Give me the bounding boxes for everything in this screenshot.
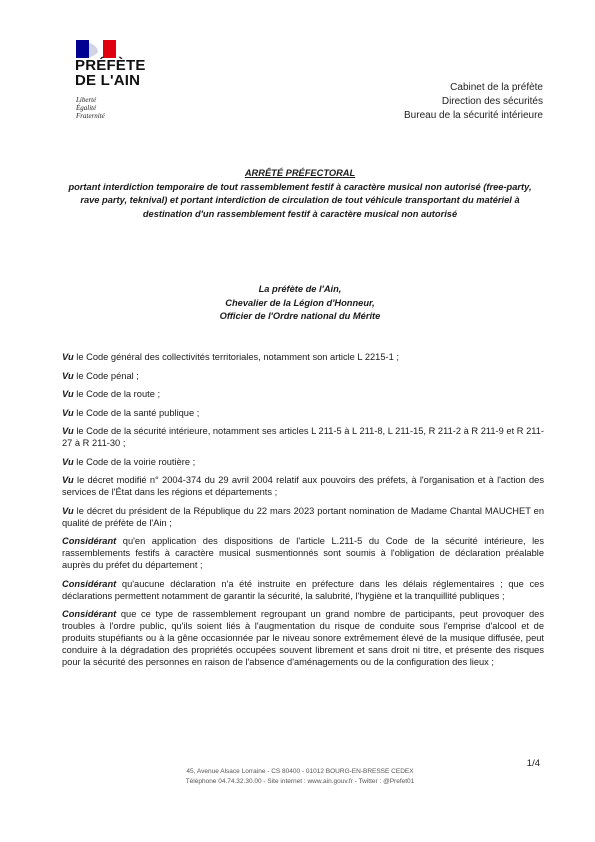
visa-text: le Code de la sécurité intérieure, notamment ses articles L 211-5 à L 211-8, L 211-15, R 211-2 à R 211-9 et R 211-27 à R 211-30 ;: [62, 426, 544, 448]
visa-keyword: Vu: [62, 370, 74, 381]
visa-paragraph: [62, 425, 544, 449]
issuing-office: [404, 81, 543, 123]
visa-text: le Code de la route ;: [73, 389, 161, 399]
visa-keyword: Vu: [62, 407, 74, 418]
visa-paragraph: [62, 474, 544, 498]
visa-text: le décret modifié n° 2004-374 du 29 avril 2004 relatif aux pouvoirs des préfets, à l'organisation et à l'action des services de l'État dans les régions et départements ;: [62, 475, 544, 497]
page-footer: [150, 767, 450, 787]
prefet-line-3: Officier de l'Ordre national du Mérite: [219, 311, 381, 321]
considerant-text: que ce type de rassemblement regroupant un grand nombre de participants, peut provoquer des troubles à l'ordre public, qu'ils soient liés à l'augmentation du risque de conduite sous l'emprise d'alcool et de produits stupéfiants ou à la gêne occasionnée par le niveau sonore extrêmement élevé de la musique diffusée, peut conduire à la dégradation des propriétés occupées souvent librement et sans droit ni titre, et présente des risques pour la sécurité des personnes en raison de l'absence d'aménagements ou de la configuration des lieux ;: [62, 609, 544, 667]
considerant-text: qu'en application des dispositions de l'article L.211-5 du Code de la sécurité intérieure, les rassemblements festifs à caractère musical susmentionnés sont soumis à l'obligation de déclaration préalable auprès du préfet du département ;: [62, 536, 544, 570]
prefet-line-2: Chevalier de la Légion d'Honneur,: [225, 297, 375, 308]
page-number: 1/4: [526, 758, 540, 769]
logo-line-2: DE L'AIN: [75, 72, 141, 89]
visa-keyword: Vu: [62, 505, 74, 516]
visa-paragraph: [62, 351, 544, 363]
visa-paragraph: [62, 456, 544, 468]
visa-keyword: Vu: [62, 456, 74, 467]
footer-contact: Téléphone 04.74.32.30.00 - Site internet : www.ain.gouv.fr - Twitter : @Prefet01: [185, 778, 415, 785]
prefecture-logo-text: [75, 58, 146, 88]
visa-keyword: Vu: [62, 426, 74, 436]
republic-motto: [76, 96, 105, 120]
visa-keyword: Vu: [62, 389, 74, 399]
decree-heading: ARRÊTÉ PRÉFECTORAL: [244, 168, 356, 178]
decree-body: [62, 351, 544, 675]
considerant-keyword: Considérant: [62, 578, 117, 589]
considerant-paragraph: [62, 535, 544, 571]
visa-text: le Code pénal ;: [73, 370, 139, 381]
footer-address: 45, Avenue Alsace Lorraine - CS 80400 - 01012 BOURG-EN-BRESSE CEDEX: [186, 768, 414, 775]
decree-subtitle: portant interdiction temporaire de tout rassemblement festif à caractère musical non autorisé (free-party, rave party, teknival) et portant interdiction de circulation de tout véhicule transportant du matériel à destination d'un rassemblement festif à caractère musical non autorisé: [68, 181, 532, 219]
prefet-signature-block: [60, 283, 540, 324]
visa-keyword: Vu: [62, 475, 74, 485]
motto-liberte: Liberté: [76, 96, 97, 104]
visa-text: le décret du président de la République du 22 mars 2023 portant nomination de Madame Chantal MAUCHET en qualité de préfète de l'Ain ;: [62, 505, 544, 528]
considerant-text: qu'aucune déclaration n'a été instruite en préfecture dans les délais réglementaires ; que ces déclarations permettent notamment de garantir la sécurité, la salubrité, l'hygiène et la tranquillité publiques ;: [62, 578, 544, 601]
considerant-paragraph: [62, 608, 544, 668]
marianne-flag-logo: [76, 40, 116, 58]
prefet-line-1: La préfète de l'Ain,: [258, 284, 342, 294]
logo-line-1: PRÉFÈTE: [75, 57, 146, 74]
considerant-keyword: Considérant: [62, 609, 117, 619]
visa-paragraph: [62, 505, 544, 529]
visa-paragraph: [62, 388, 544, 400]
considerant-paragraph: [62, 578, 544, 602]
cabinet-line: Cabinet de la préfète: [450, 82, 543, 93]
motto-egalite: Égalité: [76, 104, 97, 112]
visa-paragraph: [62, 407, 544, 419]
visa-text: le Code général des collectivités territoriales, notamment son article L 2215-1 ;: [73, 352, 399, 362]
visa-keyword: Vu: [62, 352, 74, 362]
bureau-line: Bureau de la sécurité intérieure: [404, 110, 543, 121]
decree-title: [60, 167, 540, 221]
visa-text: le Code de la voirie routière ;: [73, 456, 196, 467]
considerant-keyword: Considérant: [62, 536, 117, 546]
visa-paragraph: [62, 370, 544, 382]
motto-fraternite: Fraternité: [76, 112, 105, 120]
visa-text: le Code de la santé publique ;: [73, 407, 200, 418]
direction-line: Direction des sécurités: [441, 96, 543, 107]
